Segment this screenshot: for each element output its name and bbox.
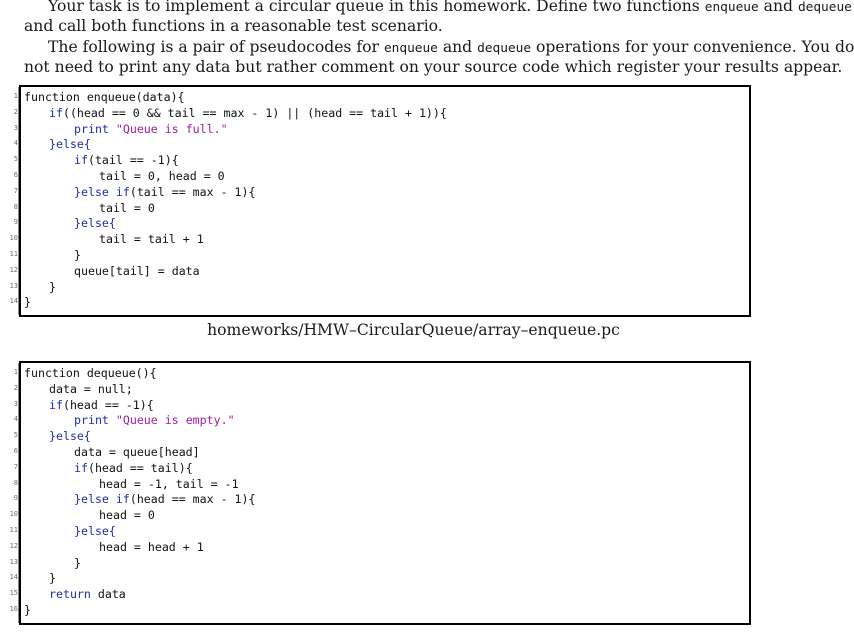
code-keyword: if: [49, 397, 63, 412]
line-number: 5: [13, 431, 18, 440]
line-number: 8: [13, 202, 18, 211]
code-line: [24, 570, 56, 586]
code-line: [24, 89, 185, 105]
code-line: [24, 105, 447, 121]
line-number: 13: [9, 557, 18, 566]
code-keyword: }else if: [74, 492, 130, 507]
intro-paragraph-2-line-2: [24, 57, 843, 77]
code-keyword: if: [74, 153, 88, 168]
intro-text: operations for your convenience. You do: [531, 38, 854, 56]
code-text: data: [90, 587, 126, 602]
line-number: 5: [13, 155, 18, 164]
inline-code-dequeue: dequeue: [797, 0, 852, 15]
code-line: [24, 200, 155, 216]
code-listing-enqueue: [9, 85, 751, 317]
code-line: [24, 121, 228, 137]
code-text: data = queue[head]: [74, 445, 200, 459]
code-line: [24, 381, 133, 397]
code-keyword: if: [49, 105, 63, 120]
code-line: [24, 215, 116, 231]
code-text: queue[tail] = data: [74, 263, 200, 278]
line-number: 10: [9, 510, 18, 519]
code-keyword: }else{: [74, 216, 116, 231]
intro-text: The following is a pair of pseudocodes for: [48, 38, 384, 56]
code-string: "Queue is empty.": [115, 413, 235, 428]
line-number-rule: [18, 87, 19, 315]
code-text: head = head + 1: [99, 539, 204, 554]
code-text: (head == tail){: [87, 460, 193, 475]
code-line: [24, 231, 204, 247]
code-text: (tail == -1){: [87, 153, 179, 168]
line-number: 9: [13, 494, 18, 503]
code-text: }: [74, 555, 81, 570]
line-number: 1: [13, 92, 18, 100]
code-text: tail = 0, head = 0: [99, 169, 225, 183]
line-number: 2: [13, 383, 18, 392]
line-number: 15: [9, 589, 18, 598]
line-number: 7: [13, 186, 18, 195]
code-text: }: [49, 571, 56, 586]
code-line: [24, 279, 56, 295]
code-text: (head == max - 1){: [129, 492, 256, 507]
line-number: 6: [13, 171, 18, 179]
code-line: [24, 184, 255, 200]
code-string: "Queue is full.": [115, 121, 228, 136]
code-line: [24, 555, 81, 571]
code-line: [24, 460, 193, 476]
line-number: 11: [9, 526, 18, 534]
line-number: 2: [13, 107, 18, 116]
line-number: 4: [13, 139, 18, 148]
line-number: 14: [9, 297, 18, 306]
line-number: 3: [13, 399, 18, 408]
code-line: [24, 586, 126, 602]
inline-code-enqueue: enqueue: [704, 0, 759, 15]
code-keyword: }else{: [74, 524, 116, 538]
intro-paragraph-2: [24, 37, 854, 59]
code-line: [24, 523, 116, 539]
line-number: 7: [13, 462, 18, 471]
code-listing-dequeue: [9, 361, 751, 625]
code-text: head = -1, tail = -1: [99, 476, 239, 491]
code-line: [24, 168, 225, 184]
code-line: [24, 476, 239, 492]
code-line: [24, 539, 204, 555]
intro-text: and: [437, 38, 478, 56]
code-keyword: }else{: [49, 429, 91, 444]
code-keyword: print: [74, 121, 116, 136]
code-line: [24, 136, 91, 152]
code-line: [24, 507, 155, 523]
line-number: 10: [9, 234, 18, 243]
line-number: 13: [9, 281, 18, 290]
code-line: [24, 152, 179, 168]
code-line: [24, 428, 91, 444]
code-line: [24, 247, 81, 263]
line-number: 9: [13, 218, 18, 227]
code-text: }: [49, 279, 56, 294]
line-number: 14: [9, 573, 18, 582]
code-keyword: return: [49, 587, 91, 602]
line-number: 11: [9, 250, 18, 258]
line-number: 4: [13, 415, 18, 424]
intro-text: Your task is to implement a circular queue in this homework. Define two functions: [48, 0, 705, 15]
code-line: [24, 365, 157, 381]
intro-text: and call both functions in a reasonable test scenario.: [24, 17, 443, 35]
code-line: [24, 412, 235, 428]
inline-code-dequeue: dequeue: [477, 41, 532, 56]
intro-paragraph-1-line-2: [24, 16, 814, 36]
code-text: }: [24, 295, 31, 310]
code-text: }: [74, 248, 81, 262]
code-text: tail = tail + 1: [99, 232, 204, 247]
intro-text: not need to print any data but rather comment on your source code which register your results appear.: [24, 58, 843, 76]
code-text: function dequeue(){: [24, 366, 157, 380]
code-keyword: }else{: [49, 137, 91, 152]
code-line: [24, 444, 200, 460]
intro-text: and: [758, 0, 798, 15]
line-number: 12: [9, 541, 18, 550]
code-text: function enqueue(data){: [24, 90, 185, 104]
code-keyword: print: [74, 413, 116, 428]
line-number: 16: [9, 605, 18, 613]
code-keyword: }else if: [74, 184, 130, 199]
code-text: }: [24, 603, 31, 617]
listing-caption: homeworks/HMW–CircularQueue/array–enqueue.pc: [207, 321, 620, 339]
code-line: [24, 602, 31, 618]
line-number: 6: [13, 447, 18, 455]
code-text: (head == -1){: [62, 397, 154, 412]
line-number: 1: [13, 368, 18, 376]
code-text: tail = 0: [99, 200, 155, 215]
code-line: [24, 397, 154, 413]
code-keyword: if: [74, 460, 88, 475]
code-line: [24, 294, 31, 310]
line-number: 8: [13, 478, 18, 487]
code-line: [24, 491, 255, 507]
code-text: (tail == max - 1){: [129, 184, 256, 199]
line-number-rule: [18, 363, 19, 623]
code-text: head = 0: [99, 508, 155, 523]
code-line: [24, 263, 200, 279]
line-number: 3: [13, 123, 18, 132]
inline-code-enqueue: enqueue: [383, 41, 438, 56]
line-number: 12: [9, 265, 18, 274]
code-text: ((head == 0 && tail == max - 1) || (head == tail + 1)){: [62, 105, 447, 120]
code-text: data = null;: [49, 381, 133, 396]
